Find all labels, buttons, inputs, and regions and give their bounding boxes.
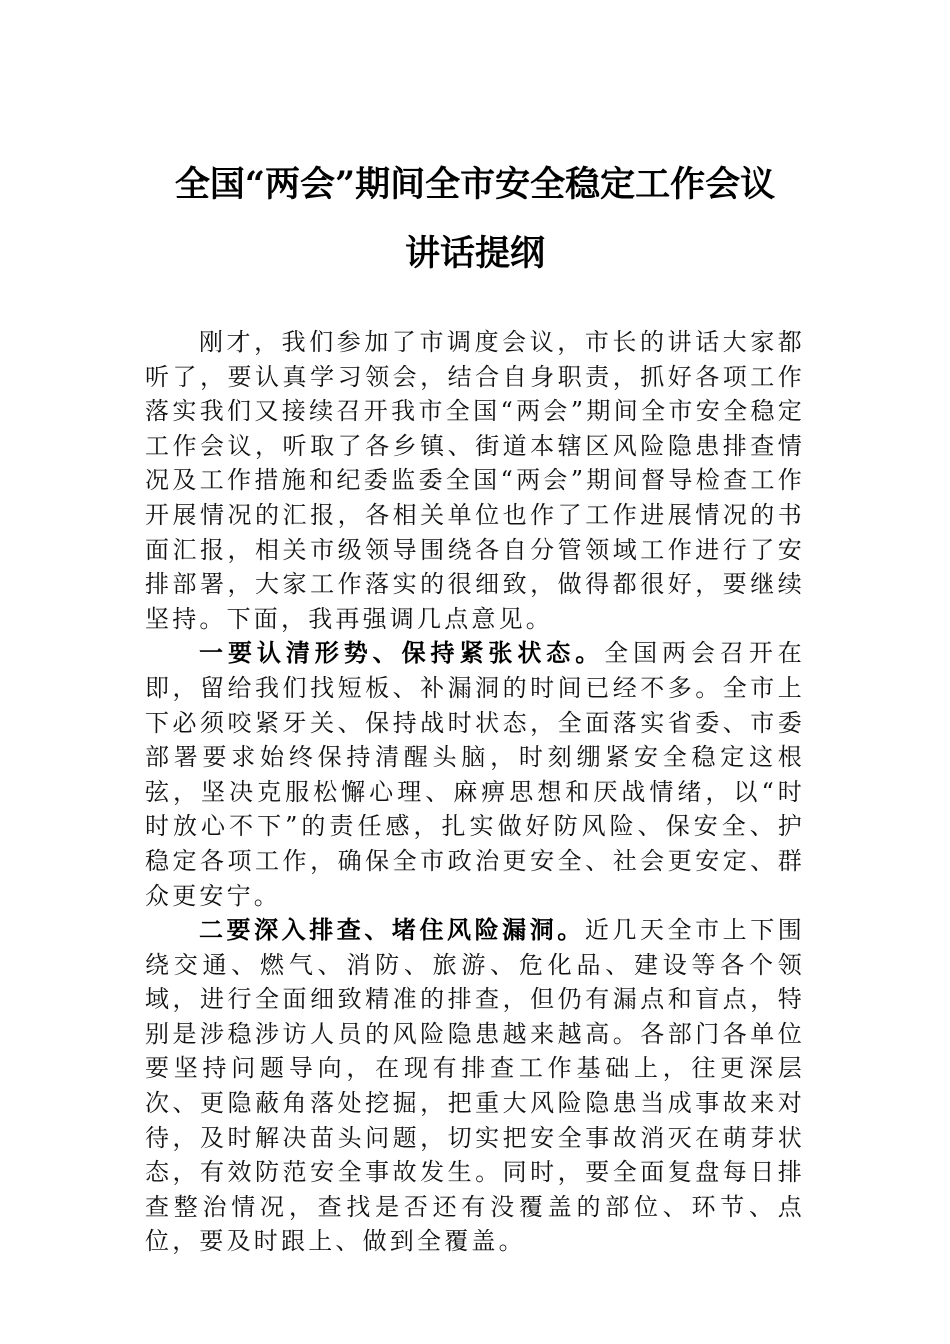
document-title-line-2: 讲话提纲 <box>404 233 545 274</box>
paragraph-intro <box>145 325 805 636</box>
paragraph-text: 近几天全市上下围绕交通、燃气、消防、旅游、危化品、建设等各个领域，进行全面细致精准的排查，但仍有漏点和盲点，特别是涉稳涉访人员的风险隐患越来越高。各部门各单位要坚持问题导向，在现有排查工作基础上，往更深层次、更隐蔽角落处挖掘，把重大风险隐患当成事故来对待，及时解决苗头问题，切实把安全事故消灭在萌芽状态，有效防范安全事故发生。同时，要全面复盘每日排查整治情况，查找是否还有没覆盖的部位、环节、点位，要及时跟上、做到全覆盖。 <box>145 916 805 1256</box>
paragraph-text: 刚才，我们参加了市调度会议，市长的讲话大家都听了，要认真学习领会，结合自身职责，抓好各项工作落实我们又接续召开我市全国“两会”期间全市安全稳定工作会议，听取了各乡镇、街道本辖区风险隐患排查情况及工作措施和纪委监委全国“两会”期间督导检查工作开展情况的汇报，各相关单位也作了工作进展情况的书面汇报，相关市级领导围绕各自分管领域工作进行了安排部署，大家工作落实的很细致，做得都很好，要继续坚持。下面，我再强调几点意见。 <box>145 328 805 633</box>
paragraph-point-one <box>145 636 805 913</box>
document-title-line-1: 全国“两会”期间全市安全稳定工作会议 <box>174 164 776 205</box>
paragraph-point-two <box>145 913 805 1259</box>
document-body <box>145 325 805 1259</box>
paragraph-lead-heading: 一要认清形势、保持紧张状态。 <box>199 638 605 668</box>
paragraph-text: 全国两会召开在即，留给我们找短板、补漏洞的时间已经不多。全市上下必须咬紧牙关、保持战时状态，全面落实省委、市委部署要求始终保持清醒头脑，时刻绷紧安全稳定这根弦，坚决克服松懈心理、麻痹思想和厌战情绪，以“时时放心不下”的责任感，扎实做好防风险、保安全、护稳定各项工作，确保全市政治更安全、社会更安定、群众更安宁。 <box>145 639 805 910</box>
paragraph-lead-heading: 二要深入排查、堵住风险漏洞。 <box>199 915 585 945</box>
